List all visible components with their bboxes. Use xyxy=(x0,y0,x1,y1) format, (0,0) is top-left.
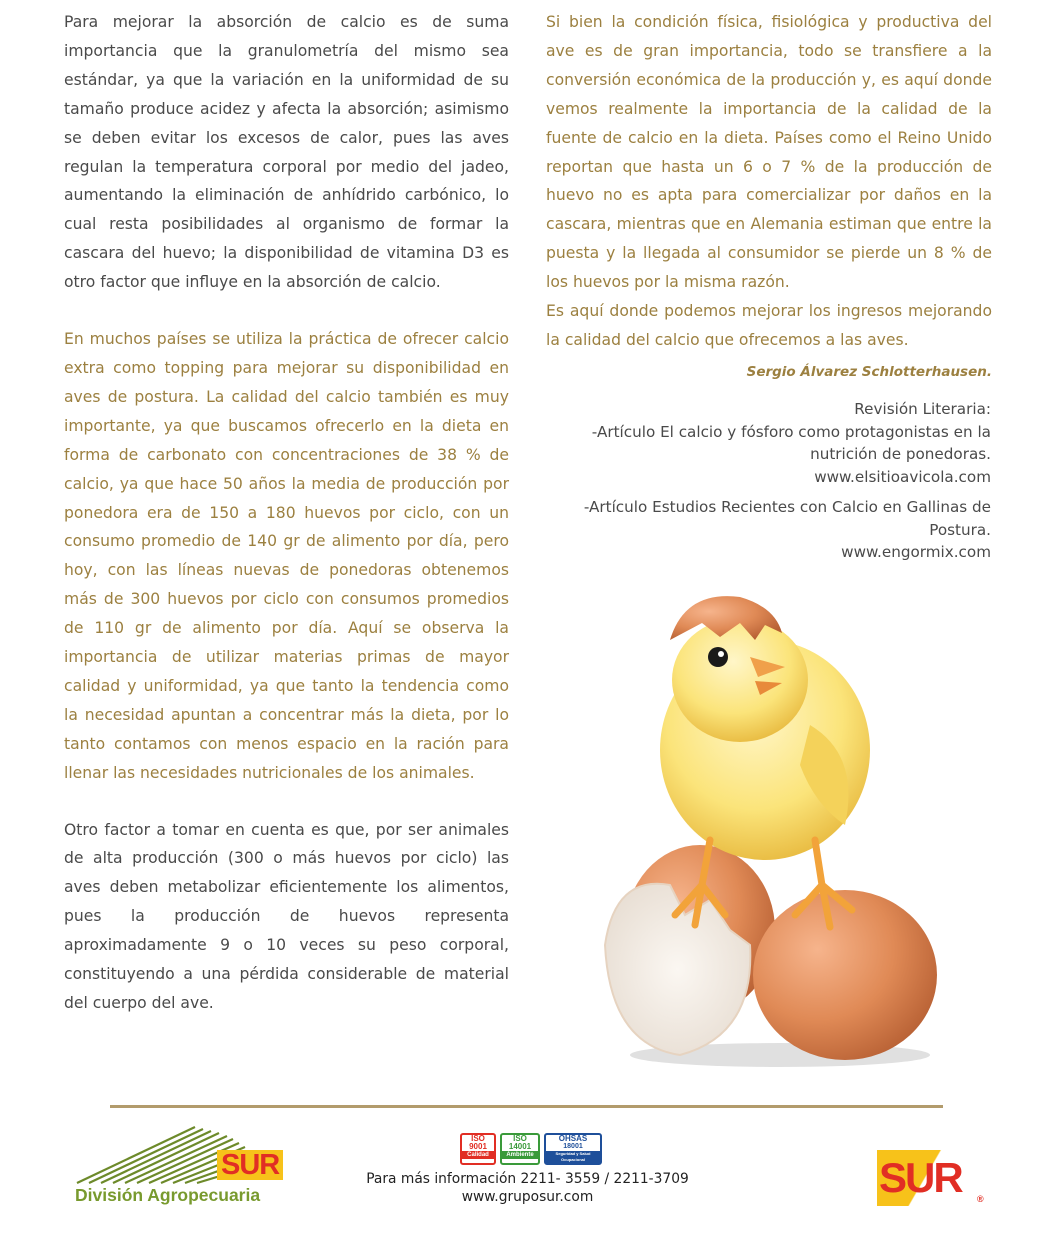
front-egg xyxy=(753,890,937,1060)
reference-1-url[interactable]: www.elsitioavicola.com xyxy=(814,467,991,486)
cert-iso14001-badge: ISO 14001 Ambiente xyxy=(500,1133,540,1165)
reference-2-line-2: Postura. xyxy=(929,520,991,539)
reference-2-line-1: -Artículo Estudios Recientes con Calcio en Gallinas de xyxy=(583,498,991,516)
contact-phone: Para más información 2211- 3559 / 2211-3709 xyxy=(366,1171,689,1187)
left-column xyxy=(64,8,509,1018)
chick-head xyxy=(672,618,808,742)
company-website[interactable]: www.gruposur.com xyxy=(461,1189,594,1205)
sur-brand-logo: SUR ® xyxy=(877,1150,985,1206)
division-sur-logo: SUR xyxy=(217,1150,283,1180)
references-block xyxy=(521,398,991,488)
cert-iso9001-badge: ISO 9001 Calidad xyxy=(460,1133,496,1165)
chick-eye xyxy=(708,647,728,667)
footer-divider xyxy=(110,1105,943,1108)
paragraph-calcium-absorption: Para mejorar la absorción de calcio es de suma importancia que la granulometría del mismo sea estándar, ya que la variación en la uniformidad de su tamaño produce acidez y afecta la absorción; asimismo se deben evitar los excesos de calor, pues las aves regulan la temperatura corporal por medio del jadeo, aumentando la eliminación de anhídrido carbónico, lo cual resta posibilidades al organismo de formar la cascara del huevo; la disponibilidad de vitamina D3 es otro factor que influye en la absorción de calcio. xyxy=(64,13,509,292)
paragraph-high-production: Otro factor a tomar en cuenta es que, por ser animales de alta producción (300 o más huevos por ciclo) las aves deben metabolizar eficientemente los alimentos, pues la producción de huevos representa aproximadamente 9 o 10 veces su peso corporal, constituyendo a una pérdida considerable de material del cuerpo del ave. xyxy=(64,820,509,1012)
paragraph-economic-conversion: Si bien la condición física, fisiológica y productiva del ave es de gran importancia, todo se transfiere a la conversión económica de la producción y, es aquí donde vemos realmente la importancia de la calidad de la fuente de calcio en la dieta. Países como el Reino Unido reportan que hasta un 6 o 7 % de la producción de huevo no es apta para comercializar por daños en la cascara, mientras que en Alemania estiman que entre la puesta y la llegada al consumidor se pierde un 8 % de los huevos por la misma razón. xyxy=(546,13,992,292)
right-column xyxy=(546,8,992,355)
reference-2-url[interactable]: www.engormix.com xyxy=(841,543,991,561)
cert-ohsas-badge: OHSAS 18001 Seguridad y Salud Ocupacional xyxy=(544,1133,602,1165)
reference-1-line-2: nutrición de ponedoras. xyxy=(810,445,991,463)
references-heading: Revisión Literaria: xyxy=(854,400,991,418)
references-block-2 xyxy=(521,496,991,564)
division-label: División Agropecuaria xyxy=(75,1185,261,1205)
paragraph-improve-income: Es aquí donde podemos mejorar los ingresos mejorando la calidad del calcio que ofrecemos a las aves. xyxy=(546,302,992,349)
paragraph-calcium-topping: En muchos países se utiliza la práctica de ofrecer calcio extra como topping para mejorar su disponibilidad en aves de postura. La calidad del calcio también es muy importante, ya que buscamos ofrecerlo en la dieta en forma de carbonato con concentraciones de 38 % de calcio, ya que hace 50 años la media de producción por ponedora era de 150 a 180 huevos por ciclo, con un consumo promedio de 140 gr de alimento por día, pero hoy, con las líneas nuevas de ponedoras obtenemos más de 300 huevos por ciclo con consumos promedios de 110 gr de alimento por día. Aquí se observa la importancia de utilizar materias primas de mayor calidad y uniformidad, ya que tanto la tendencia como la necesidad apuntan a concentrar más la dieta, por lo tanto contamos con menos espacio en la ración para llenar las necesidades nutricionales de los animales. xyxy=(64,330,509,782)
chick-on-eggs-illustration xyxy=(590,585,960,1075)
reference-1-line-1: -Artículo El calcio y fósforo como protagonistas en la xyxy=(591,422,991,441)
author-signature: Sergio Álvarez Schlotterhausen. xyxy=(746,364,992,380)
